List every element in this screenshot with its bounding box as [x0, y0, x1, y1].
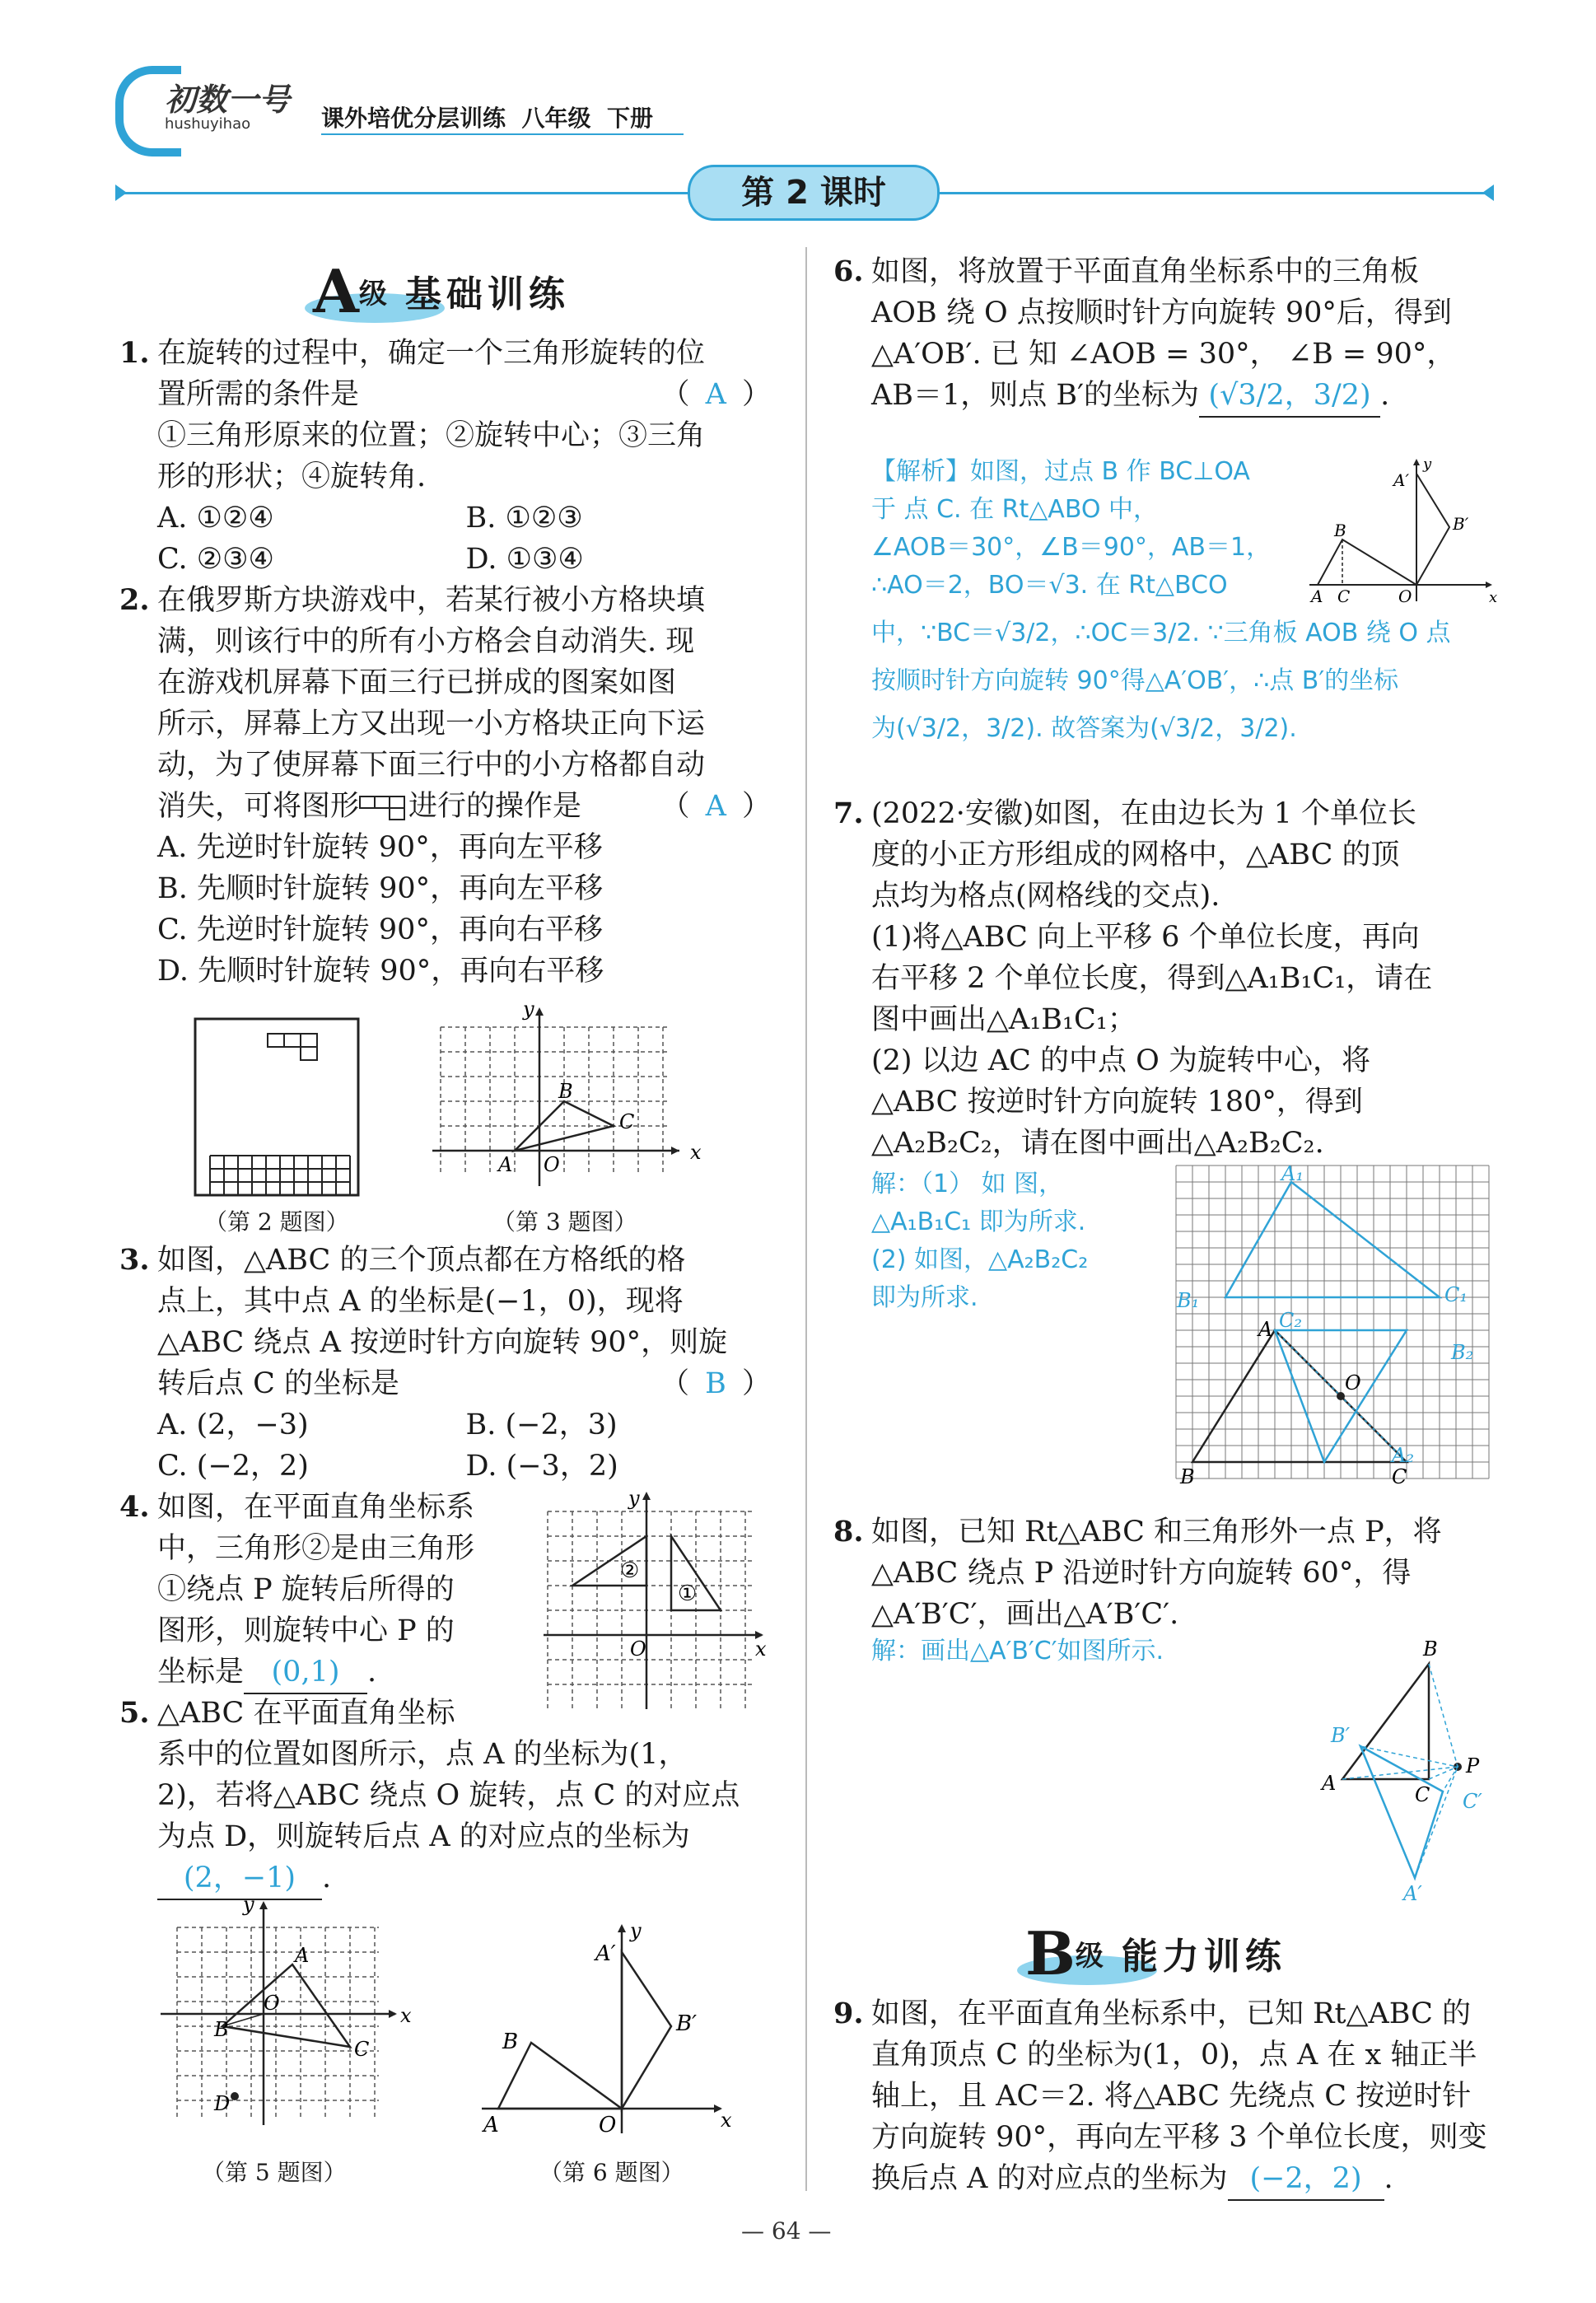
q6s-x-label: x	[1489, 589, 1498, 606]
header	[115, 58, 692, 148]
q7-b1-label: B₁	[1177, 1289, 1200, 1312]
question-4: 4. 如图，在平面直角坐标系 中，三角形②是由三角形 ①绕点 P 旋转后所得的 图形，则旋转中心 P 的 坐标是 (0,1) .	[119, 1487, 531, 1694]
q6-bp-label: B′	[676, 2011, 698, 2036]
lesson-bar-left-arrow	[115, 185, 127, 201]
q6s-o-label: O	[1398, 586, 1412, 606]
q5-o-label: O	[264, 1992, 280, 2015]
caption-q3: （第 3 题图）	[492, 1208, 637, 1236]
q6-o-label: O	[599, 2113, 617, 2137]
q4-x-label: x	[755, 1637, 767, 1661]
q5-d-label: D	[214, 2092, 231, 2115]
q6s-y-label: y	[1423, 455, 1432, 473]
q7-b-label: B	[1180, 1465, 1195, 1488]
level-a-header: A 级 基础训练	[313, 262, 570, 320]
question-9: 9. 如图，在平面直角坐标系中，已知 Rt△ABC 的 直角顶点 C 的坐标为(1，0)，点 A 在 x 轴正半 轴上，且 AC＝2. 将△ABC 先绕点 C 按逆时针 方向旋转 90°，再向左平移 3 个单位长度，则变 换后点 A 的对应点的坐标为 (−2，2) .	[833, 1993, 1492, 2201]
q5-answer: (2，−1)	[157, 1857, 322, 1900]
question-1: 1. 在旋转的过程中，确定一个三角形旋转的位 置所需的条件是 （ A ） ①三角形原来的位置；②旋转中心；③三角 形的形状；④旋转角. A. ①②④ B. ①②③ C. ②③④ D. ①③④	[119, 336, 774, 576]
caption-q5: （第 5 题图）	[202, 2159, 347, 2186]
q3-c-label: C	[619, 1110, 635, 1133]
q7-a1-label: A₁	[1281, 1162, 1304, 1185]
figure-q8	[1318, 1635, 1507, 1907]
q9-answer: (−2，2)	[1228, 2158, 1384, 2201]
figure-q4	[539, 1487, 778, 1717]
q6-answer: (√3/2，3/2)	[1199, 375, 1380, 418]
q3-o-label: O	[544, 1153, 560, 1176]
q7-solution: 解：（1） 如 图， △A₁B₁C₁ 即为所求. (2) 如图，△A₂B₂C₂ 即为所求.	[871, 1170, 1089, 1312]
q4-triangle-1-label: ①	[678, 1581, 698, 1606]
q7-a2-label: A₂	[1392, 1444, 1414, 1467]
question-3: 3. 如图，△ABC 的三个顶点都在方格纸的格 点上，其中点 A 的坐标是(−1，0)，现将 △ABC 绕点 A 按逆时针方向旋转 90°，则旋 转后点 C 的坐标是 （ B ） A. (2，−3) B. (−2，3) C. (−2，2) D. (−3，2)	[119, 1243, 774, 1483]
q6s-bp-label: B′	[1453, 514, 1469, 534]
q6s-b-label: B	[1334, 521, 1346, 540]
q6-y-label: y	[630, 1919, 642, 1942]
question-5: 5. △ABC 在平面直角坐标 系中的位置如图所示，点 A 的坐标为(1， 2)，若将△ABC 绕点 O 旋转，点 C 的对应点 为点 D，则旋转后点 A 的对应点的坐标为 (2，−1) .	[119, 1693, 774, 1900]
q7-c2-label: C₂	[1279, 1309, 1302, 1332]
q8-c-label: C	[1415, 1783, 1430, 1806]
q8-p-label: P	[1466, 1754, 1480, 1777]
q3-answer: B	[705, 1367, 730, 1400]
q6-a-label: A	[483, 2113, 499, 2137]
q5-a-label: A	[295, 1944, 310, 1967]
q3-x-label: x	[690, 1141, 702, 1164]
q5-x-label: x	[400, 2004, 412, 2027]
q8-cp-label: C′	[1463, 1790, 1482, 1813]
q3-y-label: y	[523, 997, 534, 1021]
q8-a-label: A	[1322, 1772, 1337, 1795]
figure-q3	[428, 997, 702, 1198]
q3-a-label: A	[498, 1153, 513, 1176]
q1-answer: A	[705, 378, 730, 411]
question-7: 7. (2022·安徽)如图，在由边长为 1 个单位长 度的小正方形组成的网格中，△ABC 的顶 点均为格点(网格线的交点). (1)将△ABC 向上平移 6 个单位长度，再向 右平移 2 个单位长度，得到△A₁B₁C₁，请在 图中画出△A₁B₁C₁； (2) 以边 AC 的中点 O 为旋转中心，将 △ABC 按逆时针方向旋转 180°，得到 △A₂B₂C₂，请在图中画出△A₂B₂C₂.	[833, 796, 1433, 1160]
q5-b-label: B	[214, 2018, 229, 2041]
series-title: 课外培优分层训练 八年级 下册	[321, 105, 654, 132]
q2-answer: A	[705, 790, 730, 823]
header-underline	[321, 133, 684, 135]
lesson-bar-right-arrow	[1482, 185, 1494, 201]
figure-q7	[1176, 1162, 1493, 1488]
q7-o-label: O	[1345, 1371, 1361, 1394]
q5-y-label: y	[243, 1893, 254, 1916]
q3-b-label: B	[558, 1080, 573, 1103]
q6-solution: 【解析】如图，过点 B 作 BC⊥OA 于 点 C. 在 Rt△ABO 中， ∠AOB＝30°，∠B＝90°，AB＝1， ∴AO＝2，BO＝√3. 在 Rt△BCO 中，∵BC＝√3/2，∴OC＝3/2. ∵三角板 AOB 绕 O 点 按顺时针方向旋转 90°得△A′OB′，∴点 B′的坐标 为(√3/2，3/2). 故答案为(√3/2，3/2).	[871, 457, 1451, 743]
lesson-title: 第 2 课时	[688, 165, 940, 221]
q6s-ap-label: A′	[1393, 470, 1409, 490]
q6-b-label: B	[502, 2030, 519, 2054]
q6s-a-label: A	[1311, 586, 1323, 606]
level-b-header: B 级 能力训练	[1025, 1924, 1286, 1982]
question-2: 2. 在俄罗斯方块游戏中，若某行被小方格块填 满，则该行中的所有小方格会自动消失. 现 在游戏机屏幕下面三行已拼成的图案如图 所示，屏幕上方又出现一小方格块正向下运 动，为了使屏幕下面三行中的小方格都自动 消失，可将图形 进行的操作是 （ A ） A. 先逆时针旋转 90°，再向左平移 B. 先顺时针旋转 90°，再向左平移 C. 先逆时针旋转 90°，再向右平移 D. 先顺时针旋转 90°，再向右平移	[119, 583, 774, 988]
figure-q5	[156, 1894, 428, 2133]
q4-o-label: O	[630, 1637, 646, 1661]
q6s-c-label: C	[1337, 586, 1351, 606]
q8-bp-label: B′	[1331, 1724, 1351, 1747]
q6-x-label: x	[721, 2109, 732, 2132]
q4-y-label: y	[628, 1487, 640, 1510]
caption-q6: （第 6 题图）	[539, 2159, 684, 2186]
q7-c1-label: C₁	[1444, 1283, 1468, 1306]
column-divider	[805, 247, 807, 2191]
q8-ap-label: A′	[1403, 1882, 1422, 1905]
question-8: 8. 如图，已知 Rt△ABC 和三角形外一点 P，将 △ABC 绕点 P 沿逆时针方向旋转 60°，得 △A′B′C′，画出△A′B′C′.	[833, 1515, 1442, 1631]
figure-q6	[474, 1919, 745, 2142]
q7-a-label: A	[1258, 1318, 1273, 1341]
page-number: — 64 —	[741, 2217, 832, 2245]
q4-answer: (0,1)	[244, 1651, 367, 1694]
figure-q6-solution	[1301, 457, 1507, 605]
question-6: 6. 如图，将放置于平面直角坐标系中的三角板 AOB 绕 O 点按顺时针方向旋转 90°后，得到 △A′OB′. 已 知 ∠AOB = 30°， ∠B = 90°， AB＝1，则点 B′的坐标为 (√3/2，3/2) .	[833, 251, 1492, 418]
q8-b-label: B	[1423, 1637, 1438, 1661]
brand-name: 初数一号	[165, 82, 291, 118]
brand-sub: hushuyihao	[165, 115, 251, 133]
tetris-piece-icon	[359, 796, 408, 820]
q4-triangle-2-label: ②	[620, 1558, 640, 1583]
q6-ap-label: A′	[595, 1941, 616, 1966]
q5-c-label: C	[354, 2038, 370, 2061]
q7-b2-label: B₂	[1451, 1341, 1474, 1364]
caption-q2: （第 2 题图）	[204, 1208, 349, 1236]
figure-q2-tetris	[194, 1017, 362, 1198]
q7-c-label: C	[1392, 1465, 1407, 1488]
q8-solution: 解：画出△A′B′C′如图所示.	[871, 1637, 1164, 1665]
